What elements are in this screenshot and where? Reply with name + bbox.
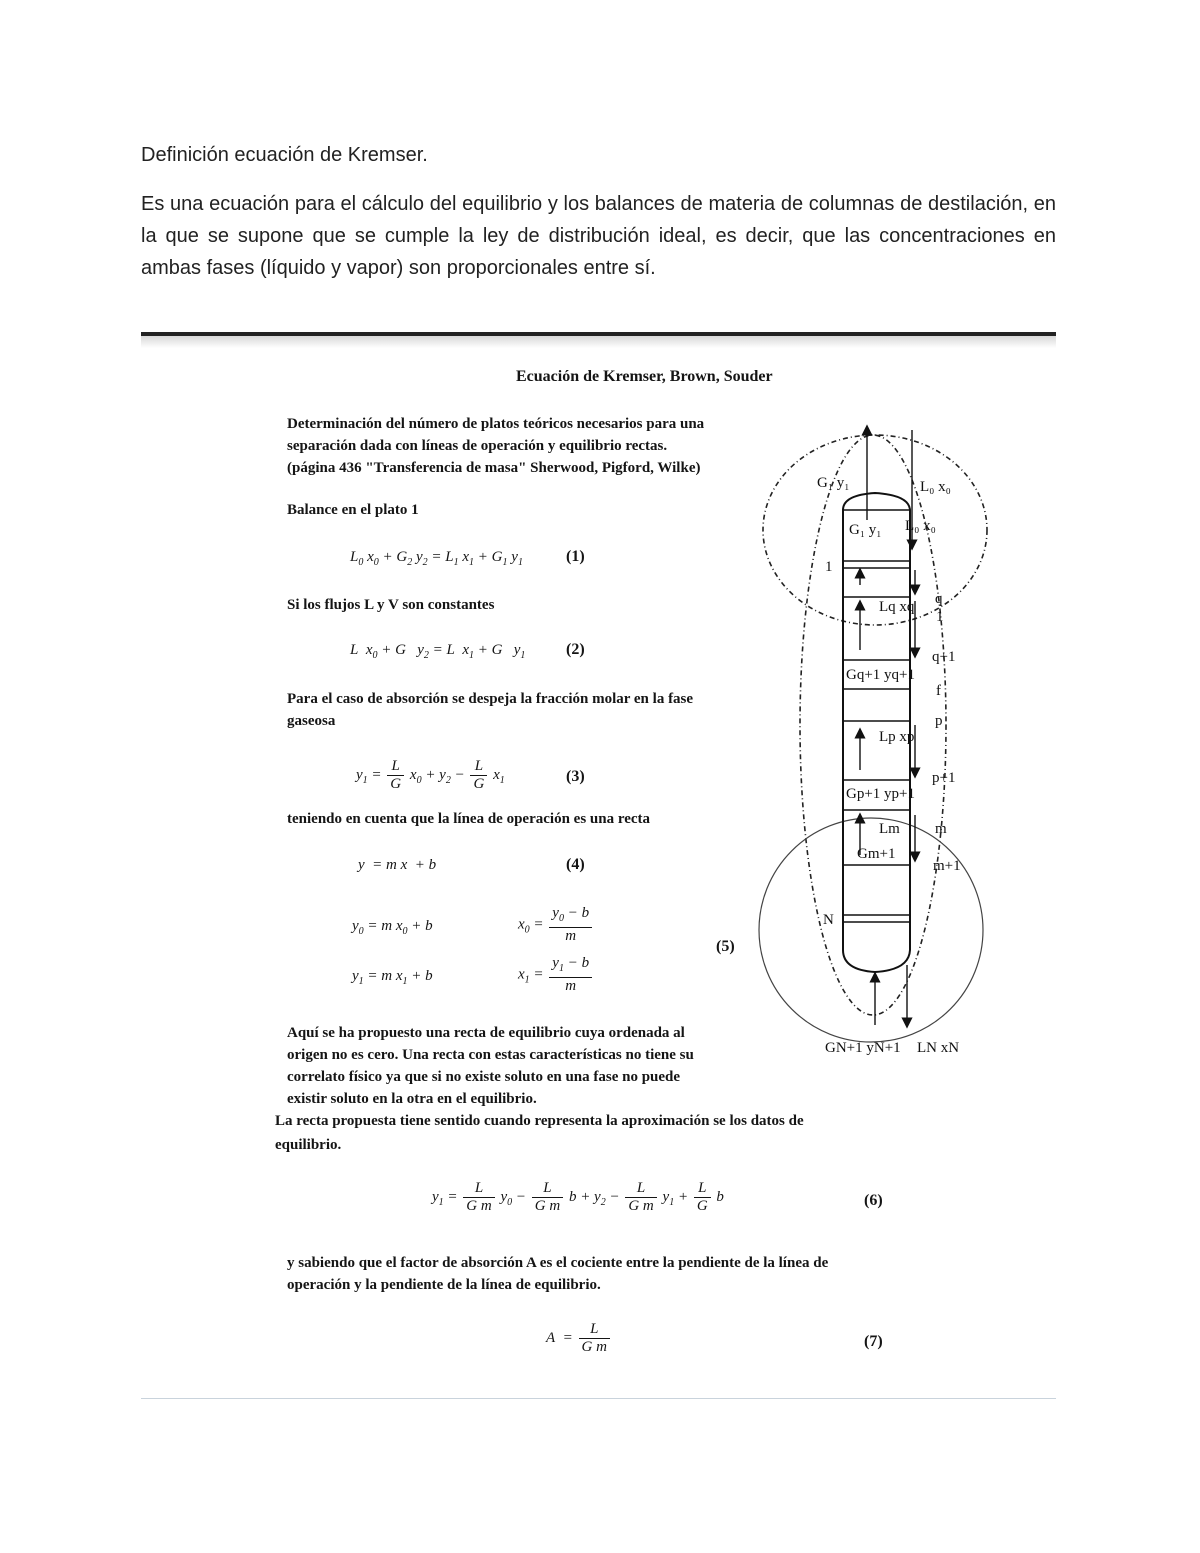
equation-6: $y_1$ = $\frac{L}{\text{G m}}$ $y_0$ − $\frac{L}{\text{G m}}$ $b + y_2$ − $\frac{L}{\text{G m}}$ $y_1$ + $\frac{L}{G}$ b [432, 1180, 724, 1214]
label-gq1: Gq+1 yq+1 [846, 667, 916, 683]
paragraph-a-line-1: Aquí se ha propuesto una recta de equilibrio cuya ordenada al [287, 1025, 685, 1041]
label-n: N [823, 912, 834, 928]
label-m-plus-1: m+1 [933, 858, 961, 874]
label-top-gas: G₁ y₁ [817, 475, 850, 491]
equation-2: L $x_0 + G$ $y_2 = L$ $x_1 + G$ $y_1$ [350, 642, 526, 661]
label-gp1: Gp+1 yp+1 [846, 786, 916, 802]
eq-number-4: (4) [566, 856, 585, 873]
label-inner-liquid: L₀ x₀ [905, 518, 936, 534]
label-m: m [935, 821, 947, 837]
balance-label: Balance en el plato 1 [287, 502, 419, 518]
paragraph-b-line-2: equilibrio. [275, 1137, 342, 1153]
equation-4: y = m x + b [358, 857, 437, 873]
paragraph-c-line-2: operación y la pendiente de la línea de equilibrio. [287, 1277, 601, 1293]
label-top-liquid: L₀ x₀ [920, 479, 951, 495]
intro-paragraph: Es una ecuación para el cálculo del equilibrio y los balances de materia de columnas de destilación, en la que se supone que se cumple la ley de distribución ideal, es decir, que las concentraciones en ambas fases (líquido y vapor) son proporcionales entre sí. [141, 193, 1056, 279]
figure-desc-line-1: Determinación del número de platos teóricos necesarios para una [287, 416, 705, 432]
paragraph-b-line-1: La recta propuesta tiene sentido cuando representa la aproximación se los datos de [275, 1113, 804, 1129]
eq-number-7: (7) [864, 1333, 883, 1350]
figure-title: Ecuación de Kremser, Brown, Souder [516, 368, 773, 385]
equation-7: A = $\frac{L}{\text{G m}}$ [546, 1321, 612, 1356]
label-p: p [935, 713, 943, 729]
label-bottom-gas: GN+1 yN+1 [825, 1040, 901, 1056]
label-lq-xq: Lq xq [879, 599, 915, 615]
figure-desc-line-3: (página 436 "Transferencia de masa" Sherwood, Pigford, Wilke) [287, 460, 701, 476]
eq-number-3: (3) [566, 768, 585, 785]
label-f: f [936, 683, 941, 699]
document-heading: Definición ecuación de Kremser. [141, 144, 428, 166]
equation-5d: $x_1$ = $\frac{y_1 - b}{m}$ [518, 955, 594, 995]
paragraph-a-line-4: existir soluto en la otra en el equilibrio. [287, 1091, 537, 1107]
absorption-line-2: gaseosa [287, 713, 336, 729]
eq-number-2: (2) [566, 641, 585, 658]
equation-1: $L_0$ $x_0 + G_2$ $y_2 = L_1$ $x_1 + G_1$ $y_1$ [350, 549, 523, 568]
constant-flows-label: Si los flujos L y V son constantes [287, 597, 495, 613]
eq-number-1: (1) [566, 548, 585, 565]
eq-number-5: (5) [716, 938, 735, 955]
label-plate-1: 1 [825, 559, 833, 575]
equation-3: $y_1$ = $\frac{L}{G}$ $x_0 + y_2$ − $\frac{L}{G}$ $x_1$ [356, 758, 505, 792]
eq-number-6: (6) [864, 1192, 883, 1209]
operation-line-label: teniendo en cuenta que la línea de operación es una recta [287, 811, 651, 827]
paragraph-a-line-2: origen no es cero. Una recta con estas características no tiene su [287, 1047, 694, 1063]
absorption-line-1: Para el caso de absorción se despeja la fracción molar en la fase [287, 691, 694, 707]
paragraph-c-line-1: y sabiendo que el factor de absorción A es el cociente entre la pendiente de la línea de [287, 1255, 829, 1271]
label-q: q [935, 591, 943, 607]
equation-5a: $y_0 = m$ $x_0 + b$ [352, 918, 433, 937]
label-lm: Lm [879, 821, 900, 837]
figure-top-shadow [141, 336, 1056, 348]
label-gm1: Gm+1 [857, 846, 896, 862]
paragraph-a-line-3: correlato físico ya que si no existe soluto en una fase no puede [287, 1069, 681, 1085]
equation-5b: $x_0$ = $\frac{y_0 - b}{m}$ [518, 905, 594, 945]
label-q-plus-1: q+1 [932, 649, 956, 665]
equation-5c: $y_1 = m$ $x_1 + b$ [352, 968, 433, 987]
label-q-one: 1 [936, 609, 944, 625]
distillation-column-diagram [755, 425, 1015, 1056]
label-p-plus-1: p+1 [932, 770, 956, 786]
label-bottom-liquid: LN xN [917, 1040, 960, 1056]
figure-desc-line-2: separación dada con líneas de operación y equilibrio rectas. [287, 438, 668, 454]
label-inner-gas: G₁ y₁ [849, 522, 882, 538]
figure-bottom-rule [141, 1398, 1056, 1399]
label-lp-xp: Lp xp [879, 729, 915, 745]
